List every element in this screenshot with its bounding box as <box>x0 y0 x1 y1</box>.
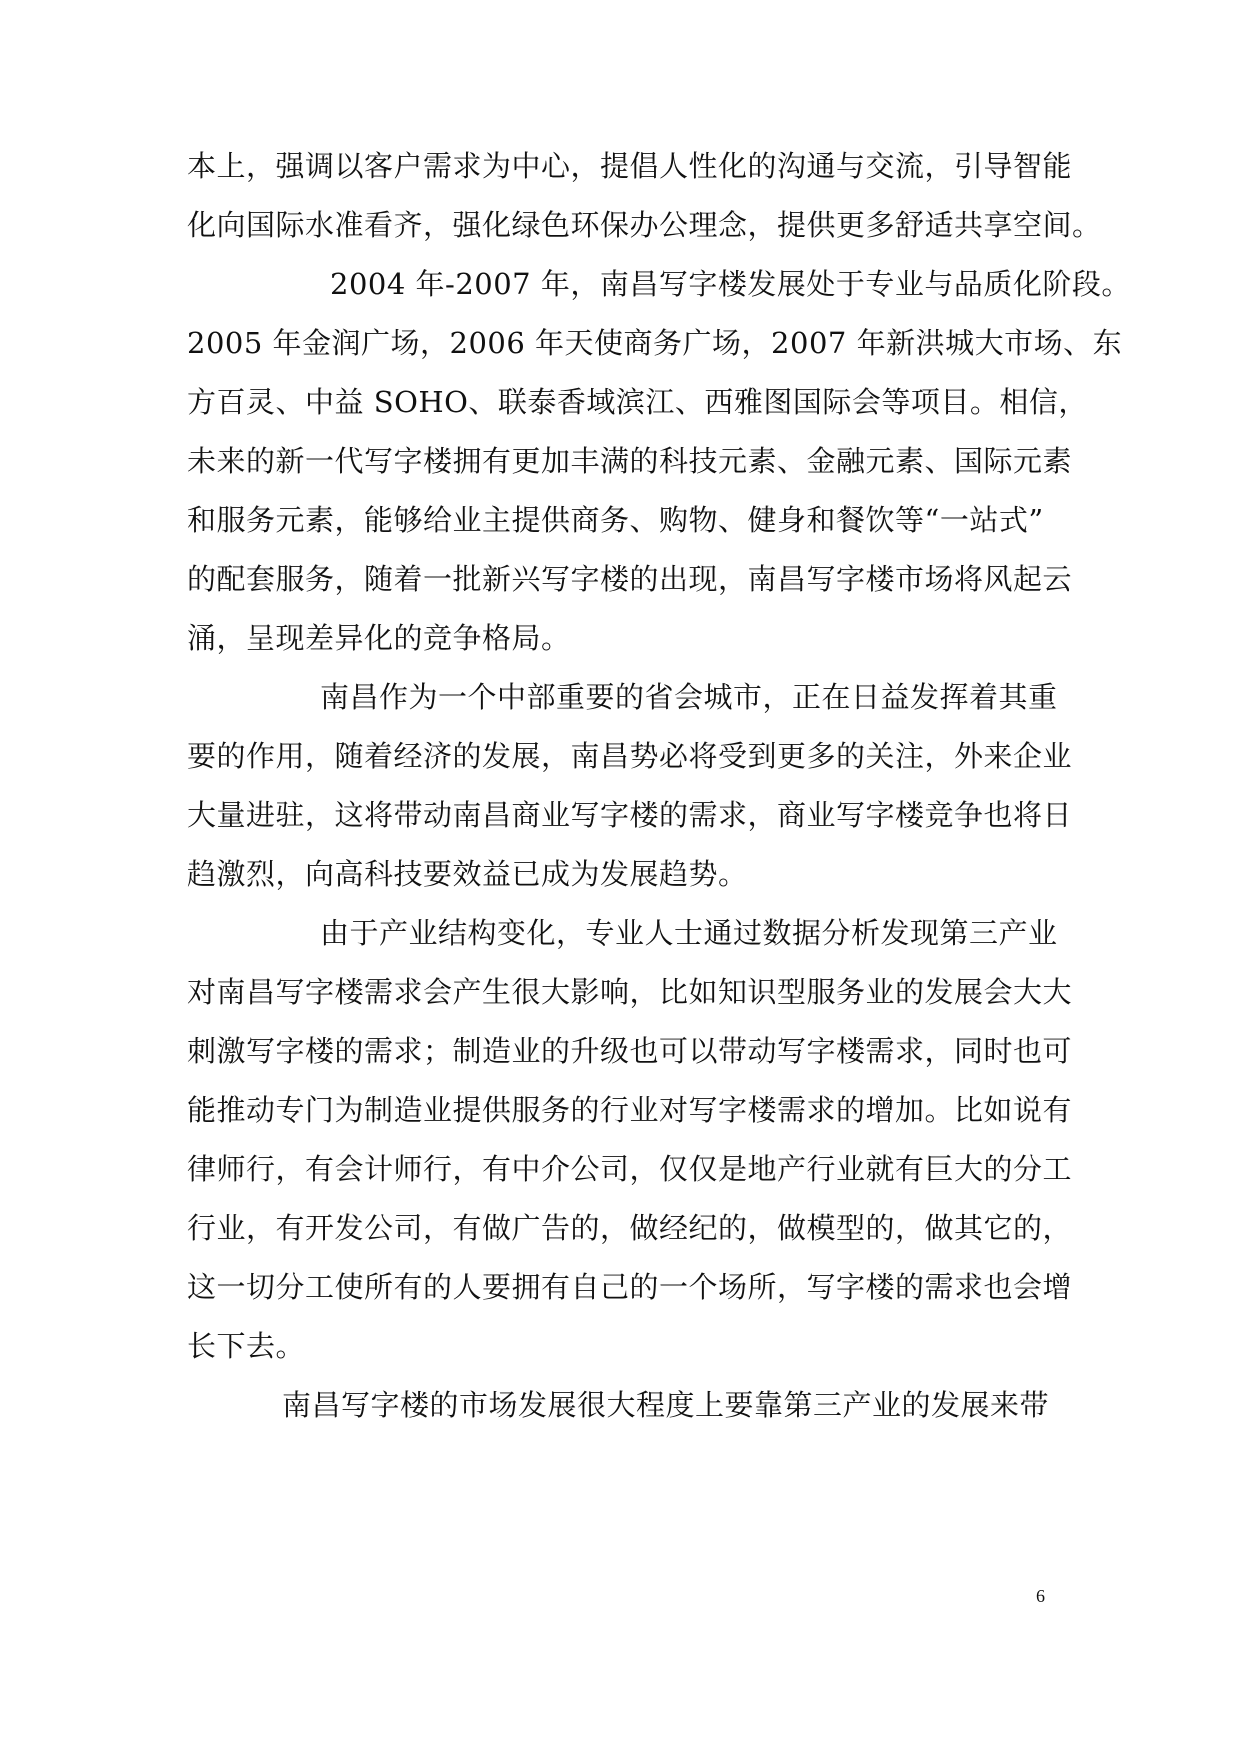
text-line: 趋激烈，向高科技要效益已成为发展趋势。 <box>187 857 748 891</box>
text-line: 大量进驻，这将带动南昌商业写字楼的需求，商业写字楼竞争也将日 <box>187 798 1073 832</box>
text-line: 长下去。 <box>187 1329 306 1363</box>
text-line: 刺激写字楼的需求；制造业的升级也可以带动写字楼需求，同时也可 <box>187 1034 1073 1068</box>
text-line: 南昌写字楼的市场发展很大程度上要靠第三产业的发展来带 <box>282 1388 1050 1422</box>
text-line: 对南昌写字楼需求会产生很大影响，比如知识型服务业的发展会大大 <box>187 975 1073 1009</box>
page-number: 6 <box>1036 1586 1045 1606</box>
text-line: 和服务元素，能够给业主提供商务、购物、健身和餐饮等“一站式” <box>187 503 1044 537</box>
text-line: 方百灵、中益 SOHO、联泰香域滨江、西雅图国际会等项目。相信， <box>187 385 1088 419</box>
text-line: 化向国际水准看齐，强化绿色环保办公理念，提供更多舒适共享空间。 <box>187 208 1102 242</box>
text-line: 由于产业结构变化，专业人士通过数据分析发现第三产业 <box>320 916 1058 950</box>
text-line: 未来的新一代写字楼拥有更加丰满的科技元素、金融元素、国际元素 <box>187 444 1073 478</box>
text-line: 行业，有开发公司，有做广告的，做经纪的，做模型的，做其它的， <box>187 1211 1073 1245</box>
text-line: 本上，强调以客户需求为中心，提倡人性化的沟通与交流，引导智能 <box>187 149 1073 183</box>
text-line: 要的作用，随着经济的发展，南昌势必将受到更多的关注，外来企业 <box>187 739 1073 773</box>
text-line: 能推动专门为制造业提供服务的行业对写字楼需求的增加。比如说有 <box>187 1093 1073 1127</box>
text-line: 这一切分工使所有的人要拥有自己的一个场所，写字楼的需求也会增 <box>187 1270 1073 1304</box>
text-line: 南昌作为一个中部重要的省会城市，正在日益发挥着其重 <box>320 680 1058 714</box>
text-line: 律师行，有会计师行，有中介公司，仅仅是地产行业就有巨大的分工 <box>187 1152 1073 1186</box>
text-line: 涌，呈现差异化的竞争格局。 <box>187 621 571 655</box>
text-line: 2004 年-2007 年，南昌写字楼发展处于专业与品质化阶段。 <box>330 267 1131 301</box>
text-line: 2005 年金润广场，2006 年天使商务广场，2007 年新洪城大市场、东 <box>187 326 1123 360</box>
text-line: 的配套服务，随着一批新兴写字楼的出现，南昌写字楼市场将风起云 <box>187 562 1073 596</box>
